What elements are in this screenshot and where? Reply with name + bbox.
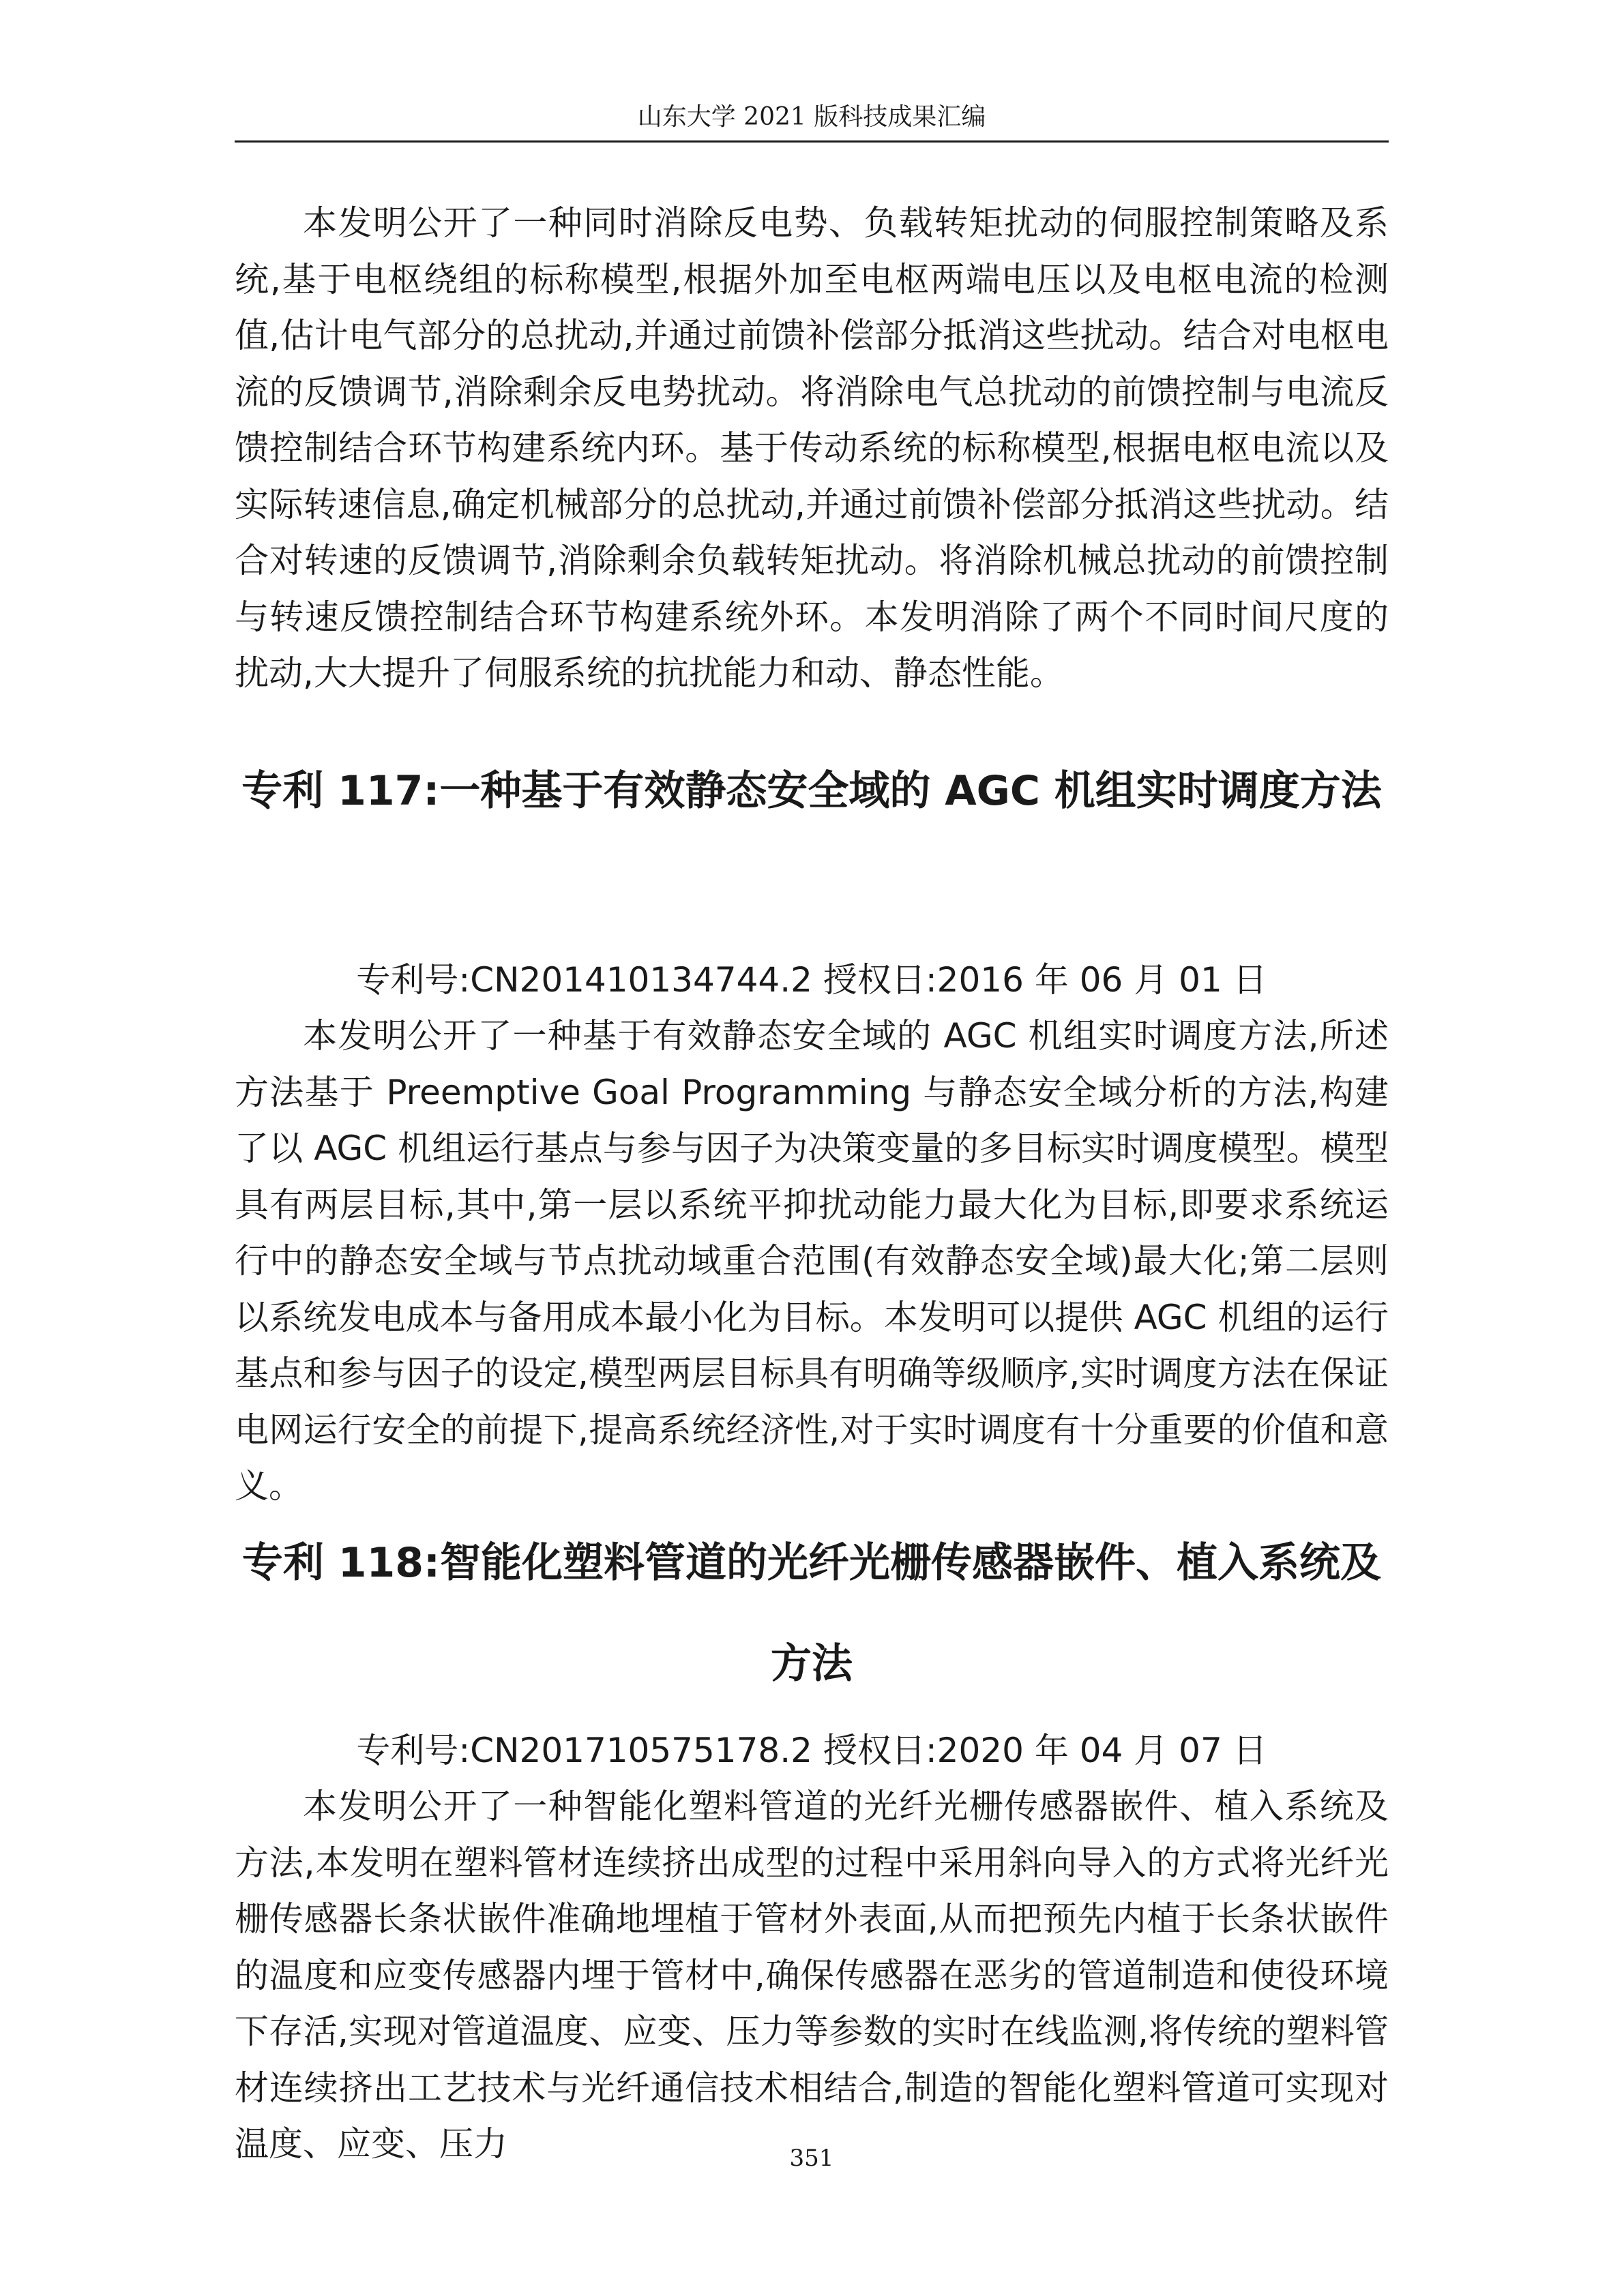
intro-paragraph: 本发明公开了一种同时消除反电势、负载转矩扰动的伺服控制策略及系统,基于电枢绕组的标称模型,根据外加至电枢两端电压以及电枢电流的检测值,估计电气部分的总扰动,并通过前馈补偿部分抵消这些扰动。结合对电枢电流的反馈调节,消除剩余反电势扰动。将消除电气总扰动的前馈控制与电流反馈控制结合环节构建系统内环。基于传动系统的标称模型,根据电枢电流以及实际转速信息,确定机械部分的总扰动,并通过前馈补偿部分抵消这些扰动。结合对转速的反馈调节,消除剩余负载转矩扰动。将消除机械总扰动的前馈控制与转速反馈控制结合环节构建系统外环。本发明消除了两个不同时间尺度的扰动,大大提升了伺服系统的抗扰能力和动、静态性能。 bbox=[235, 203, 1389, 693]
patent-117-title: 专利 117:一种基于有效静态安全域的 AGC 机组实时调度方法 bbox=[241, 767, 1382, 815]
patent-117-abstract: 本发明公开了一种基于有效静态安全域的 AGC 机组实时调度方法,所述方法基于 Preemptive Goal Programming 与静态安全域分析的方法,构建了以 AGC 机组运行基点与参与因子为决策变量的多目标实时调度模型。模型具有两层目标,其中,第一层以系统平抑扰动能力最大化为目标,即要求系统运行中的静态安全域与节点扰动域重合范围(有效静态安全域)最大化;第二层则以系统发电成本与备用成本最小化为目标。本发明可以提供 AGC 机组的运行基点和参与因子的设定,模型两层目标具有明确等级顺序,实时调度方法在保证电网运行安全的前提下,提高系统经济性,对于实时调度有十分重要的价值和意义。 bbox=[235, 1016, 1389, 1506]
page-number: 351 bbox=[789, 2145, 834, 2172]
patent-118-title: 专利 118:智能化塑料管道的光纤光栅传感器嵌件、植入系统及方法 bbox=[241, 1539, 1382, 1688]
patent-118-abstract: 本发明公开了一种智能化塑料管道的光纤光栅传感器嵌件、植入系统及方法,本发明在塑料管材连续挤出成型的过程中采用斜向导入的方式将光纤光栅传感器长条状嵌件准确地埋植于管材外表面,从而把预先内植于长条状嵌件的温度和应变传感器内埋于管材中,确保传感器在恶劣的管道制造和使役环境下存活,实现对管道温度、应变、压力等参数的实时在线监测,将传统的塑料管材连续挤出工艺技术与光纤通信技术相结合,制造的智能化塑料管道可实现对温度、应变、压力 bbox=[235, 1787, 1389, 2164]
running-header: 山东大学 2021 版科技成果汇编 bbox=[637, 103, 986, 131]
patent-117-meta: 专利号:CN201410134744.2 授权日:2016 年 06 月 01 日 bbox=[356, 960, 1267, 1000]
patent-118-meta: 专利号:CN201710575178.2 授权日:2020 年 04 月 07 日 bbox=[356, 1731, 1267, 1770]
header-rule bbox=[235, 140, 1389, 143]
